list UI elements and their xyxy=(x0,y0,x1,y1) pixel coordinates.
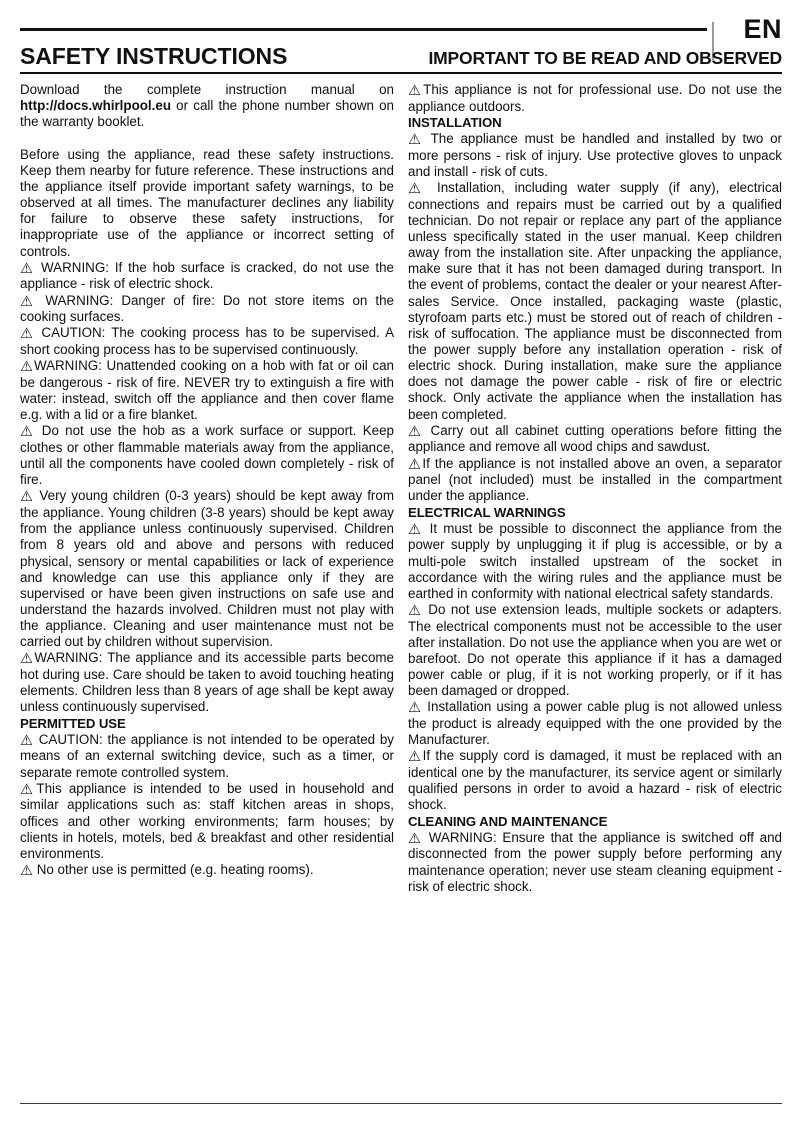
section-heading-permitted-use: PERMITTED USE xyxy=(20,715,126,731)
left-column xyxy=(20,82,394,895)
right-column xyxy=(408,82,782,895)
page-title: SAFETY INSTRUCTIONS xyxy=(20,43,288,69)
paragraph-warning-hot-parts xyxy=(20,650,394,715)
paragraph-text: WARNING: Ensure that the appliance is switched off and disconnected from the power supply before performing any maintenance operation; never use steam cleaning equipment - risk of electric shock. xyxy=(408,829,782,894)
paragraph-text: Very young children (0-3 years) should be kept away from the appliance. Young children (3-8 years) should be kept away from the appliance unless continuously supervised. Children from 8 years old and above and persons with reduced physical, sensory or mental capabilities or lack of experience and knowledge can use this appliance only if they are supervised or have been given instructions on safe use and understand the hazards involved. Children must not play with the appliance. Cleaning and user maintenance must not be carried out by children without supervision. xyxy=(20,488,394,650)
warning-triangle-icon: ⚠ xyxy=(20,863,33,880)
paragraph-caution-cooking-supervised xyxy=(20,325,394,358)
paragraph-text: If the supply cord is damaged, it must be replaced with an identical one by the manufacturer, its service agent or similarly qualified persons in order to avoid a hazard - risk of electric shock. xyxy=(408,748,783,813)
paragraph-no-extension-leads xyxy=(408,602,782,699)
header-top-rule xyxy=(20,28,707,31)
paragraph-text: The appliance must be handled and installed by two or more persons - risk of injury. Use protective gloves to unpack and install - risk of cuts. xyxy=(408,130,783,179)
header-bottom-rule xyxy=(20,72,782,74)
warning-triangle-icon: ⚠ xyxy=(20,326,36,343)
section-heading-installation: INSTALLATION xyxy=(408,114,502,130)
paragraph-text: CAUTION: the appliance is not intended to be operated by means of an external switching device, such as a timer, or separate remote controlled system. xyxy=(20,731,395,780)
paragraph-text: No other use is permitted (e.g. heating rooms). xyxy=(33,861,314,877)
paragraph-text: WARNING: Unattended cooking on a hob with fat or oil can be dangerous - risk of fire. NEVER try to extinguish a fire with water: instead, switch off the appliance and then cover flame e.g. with a lid or a fire blanket. xyxy=(20,358,395,423)
paragraph-download-manual xyxy=(20,82,394,130)
paragraph-handled-two-persons xyxy=(408,131,782,180)
warning-triangle-icon: ⚠ xyxy=(408,521,424,538)
warning-triangle-icon: ⚠ xyxy=(408,830,424,847)
body-columns xyxy=(20,82,782,895)
paragraph-text: Do not use the hob as a work surface or support. Keep clothes or other flammable materials away from the appliance, until all the components have cooled down completely - risk of fire. xyxy=(20,423,395,488)
warning-triangle-icon: ⚠ xyxy=(408,132,425,149)
language-code: EN xyxy=(743,14,782,44)
warning-triangle-icon: ⚠ xyxy=(20,781,37,798)
paragraph-cabinet-cutting xyxy=(408,423,782,456)
header-titles xyxy=(20,38,782,68)
paragraph-installation-qualified-technician xyxy=(408,180,782,423)
paragraph-separator-panel xyxy=(408,456,782,505)
paragraph-not-professional-use xyxy=(408,82,782,115)
paragraph-warning-hob-cracked xyxy=(20,260,394,293)
paragraph-text: WARNING: If the hob surface is cracked, do not use the appliance - risk of electric shock. xyxy=(20,259,394,292)
warning-triangle-icon: ⚠ xyxy=(20,489,35,506)
warning-triangle-icon: ⚠ xyxy=(20,260,36,277)
paragraph-text: WARNING: Danger of fire: Do not store items on the cooking surfaces. xyxy=(20,292,394,325)
warning-triangle-icon: ⚠ xyxy=(408,603,423,620)
page-subtitle: IMPORTANT TO BE READ AND OBSERVED xyxy=(428,47,782,68)
paragraph-warning-switch-off-before-maintenance xyxy=(408,830,782,895)
paragraph-text: Installation, including water supply (if any), electrical connections and repairs must be carried out by a qualified technician. Do not repair or replace any part of the appliance unless specifically stated in the user manual. Keep children away from the installation site. After unpacking the appliance, make sure that it has not been damaged during transport. In the event of problems, contact the dealer or your nearest After-sales Service. Once installed, packaging waste (plastic, styrofoam parts etc.) must be stored out of reach of children - risk of suffocation. The appliance must be disconnected from the power supply before any installation operation - risk of electric shock. During installation, make sure the appliance does not damage the power cable - risk of fire or electric shock. Only activate the appliance when the installation has been completed. xyxy=(408,179,783,422)
paragraph-text: Carry out all cabinet cutting operations before fitting the appliance and remove all wood chips and sawdust. xyxy=(408,422,783,455)
warning-triangle-icon: ⚠ xyxy=(408,181,428,198)
paragraph-text: This appliance is intended to be used in household and similar applications such as: staff kitchen areas in shops, offices and other working environments; farm houses; by clients in hotels, motels, bed & breakfast and other residential environments. xyxy=(20,780,394,861)
manual-url[interactable]: http://docs.whirlpool.eu xyxy=(20,98,172,114)
header-rule-group xyxy=(20,14,782,44)
paragraph-warning-danger-fire xyxy=(20,293,394,326)
paragraph-hob-not-work-surface xyxy=(20,423,394,488)
paragraph-supply-cord-damaged xyxy=(408,748,782,813)
warning-triangle-icon: ⚠ xyxy=(20,732,35,749)
paragraph-text: This appliance is not for professional use. Do not use the appliance outdoors. xyxy=(408,82,782,114)
warning-triangle-icon: ⚠ xyxy=(408,423,424,440)
warning-triangle-icon: ⚠ xyxy=(20,424,36,441)
paragraph-children-safety xyxy=(20,488,394,650)
paragraph-text: Do not use extension leads, multiple sockets or adapters. The electrical components must not be accessible to the user after installation. Do not use the appliance when you are wet or barefoot. Do not operate this appliance if it has a damaged power cable or plug, if it is not working properly, or if it has been damaged or dropped. xyxy=(408,602,783,699)
paragraph-before-using: Before using the appliance, read these safety instructions. Keep them nearby for future reference. These instructions and the appliance itself provide important safety warnings, to be observed at all times. The manufacturer declines any liability for failure to observe these safety instructions, for inappropriate use of the appliance or incorrect setting of controls. xyxy=(20,146,394,259)
warning-triangle-icon: ⚠ xyxy=(408,83,424,100)
paragraph-text: CAUTION: The cooking process has to be supervised. A short cooking process has to be supervised continuously. xyxy=(20,325,395,357)
warning-triangle-icon: ⚠ xyxy=(408,749,423,766)
paragraph-text: If the appliance is not installed above an oven, a separator panel (not included) must be installed in the compartment under the appliance. xyxy=(408,455,783,504)
paragraph-warning-unattended-cooking xyxy=(20,358,394,423)
paragraph-spacer xyxy=(20,130,394,146)
paragraph-disconnect-power-supply xyxy=(408,521,782,602)
warning-triangle-icon: ⚠ xyxy=(20,651,35,668)
section-heading-electrical-warnings: ELECTRICAL WARNINGS xyxy=(408,504,566,520)
paragraph-caution-external-switching xyxy=(20,732,394,781)
warning-triangle-icon: ⚠ xyxy=(20,293,38,310)
footer-rule xyxy=(20,1103,782,1104)
paragraph-text: WARNING: The appliance and its accessible parts become hot during use. Care should be taken to avoid touching heating elements. Children less than 8 years of age shall be kept away unless continuously supervised. xyxy=(20,650,394,715)
paragraph-household-use xyxy=(20,781,394,862)
download-text-before: Download the complete instruction manual on xyxy=(20,82,394,97)
download-text-after: or call the phone number shown on the warranty booklet. xyxy=(20,98,394,130)
paragraph-text: Installation using a power cable plug is not allowed unless the product is already equipped with the one provided by the Manufacturer. xyxy=(408,699,783,748)
paragraph-no-other-use xyxy=(20,862,394,879)
warning-triangle-icon: ⚠ xyxy=(20,359,34,376)
section-heading-cleaning-maintenance: CLEANING AND MAINTENANCE xyxy=(408,813,608,829)
paragraph-power-cable-plug xyxy=(408,699,782,748)
warning-triangle-icon: ⚠ xyxy=(408,700,423,717)
warning-triangle-icon: ⚠ xyxy=(408,456,423,473)
paragraph-text: It must be possible to disconnect the appliance from the power supply by unplugging it if plug is accessible, or by a multi-pole switch installed upstream of the socket in accordance with the wiring rules and the appliance must be earthed in conformity with national electrical safety standards. xyxy=(408,520,782,601)
page-header xyxy=(20,14,782,74)
